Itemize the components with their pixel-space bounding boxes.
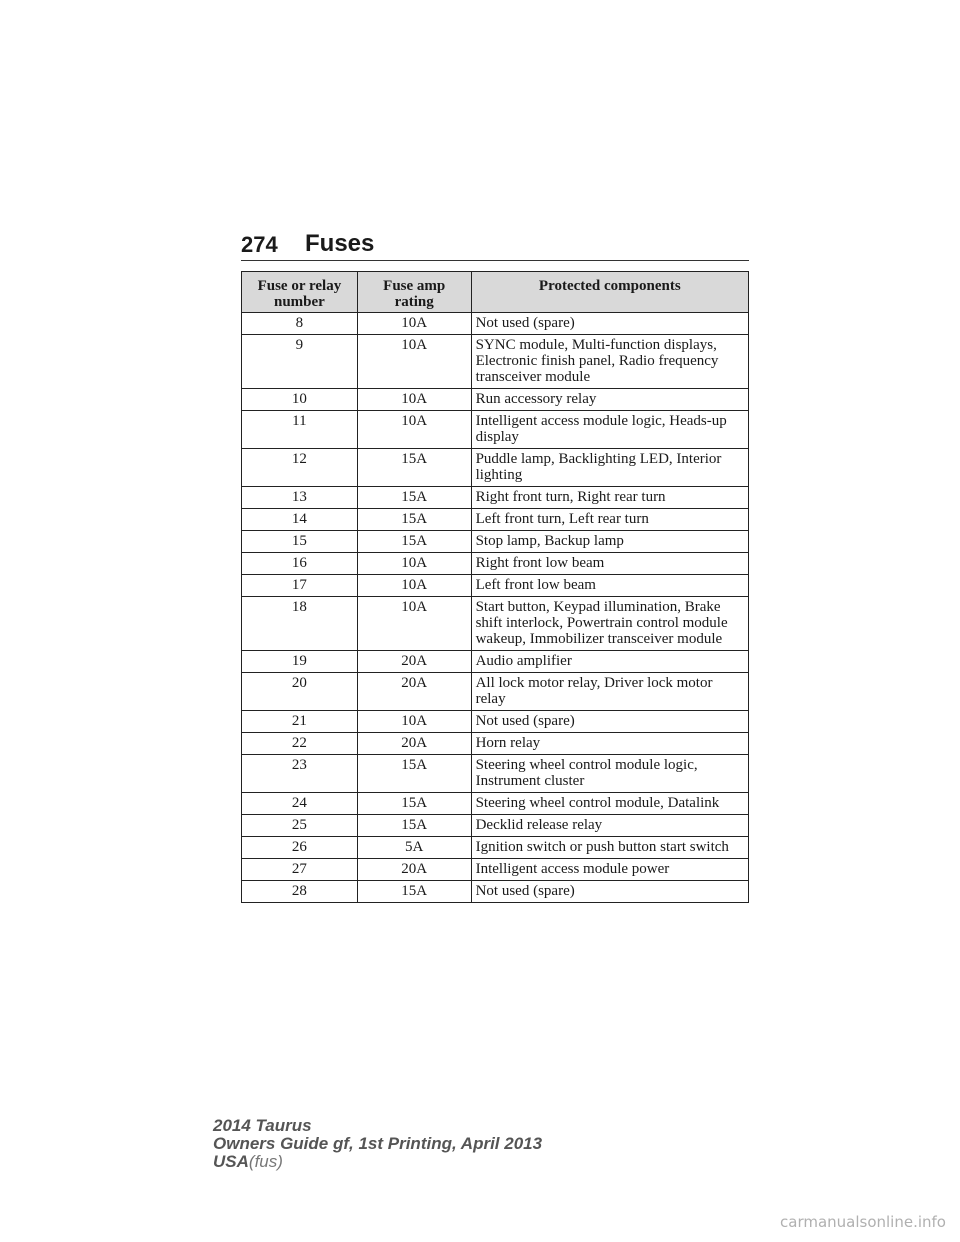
cell-fuse-number: 13 [242, 487, 358, 509]
cell-protected-components: All lock motor relay, Driver lock motor relay [471, 673, 748, 711]
table-row [242, 859, 749, 881]
cell-fuse-number: 21 [242, 711, 358, 733]
cell-fuse-number: 15 [242, 531, 358, 553]
table-row [242, 793, 749, 815]
cell-amp-rating: 15A [357, 509, 471, 531]
cell-protected-components: Steering wheel control module logic, Instrument cluster [471, 755, 748, 793]
cell-amp-rating: 15A [357, 881, 471, 903]
cell-protected-components: Audio amplifier [471, 651, 748, 673]
cell-protected-components: Not used (spare) [471, 881, 748, 903]
table-row [242, 531, 749, 553]
cell-protected-components: Start button, Keypad illumination, Brake shift interlock, Powertrain control module wakeup, Immobilizer transceiver module [471, 597, 748, 651]
section-title: Fuses [305, 230, 375, 257]
table-row [242, 411, 749, 449]
table-row [242, 597, 749, 651]
table-row [242, 651, 749, 673]
cell-protected-components: Ignition switch or push button start switch [471, 837, 748, 859]
header-divider [241, 260, 749, 261]
cell-protected-components: Intelligent access module power [471, 859, 748, 881]
table-row [242, 711, 749, 733]
cell-fuse-number: 17 [242, 575, 358, 597]
fuse-table [241, 271, 749, 903]
footer-region-suffix: (fus) [248, 1152, 283, 1171]
cell-fuse-number: 12 [242, 449, 358, 487]
cell-protected-components: Steering wheel control module, Datalink [471, 793, 748, 815]
cell-amp-rating: 15A [357, 815, 471, 837]
page-header [241, 228, 749, 260]
cell-fuse-number: 23 [242, 755, 358, 793]
cell-amp-rating: 20A [357, 651, 471, 673]
table-row [242, 755, 749, 793]
table-row [242, 509, 749, 531]
cell-fuse-number: 28 [242, 881, 358, 903]
table-row [242, 487, 749, 509]
table-row [242, 449, 749, 487]
cell-amp-rating: 10A [357, 553, 471, 575]
table-row [242, 881, 749, 903]
table-row [242, 389, 749, 411]
cell-amp-rating: 10A [357, 389, 471, 411]
cell-protected-components: Horn relay [471, 733, 748, 755]
table-row [242, 673, 749, 711]
cell-fuse-number: 20 [242, 673, 358, 711]
table-row [242, 837, 749, 859]
cell-amp-rating: 20A [357, 859, 471, 881]
cell-protected-components: Intelligent access module logic, Heads-up display [471, 411, 748, 449]
column-header-fuse-number: Fuse or relay number [242, 272, 358, 313]
footer-edition: Owners Guide gf, 1st Printing, April 2013 [213, 1134, 543, 1153]
footer-region-main: USA [213, 1152, 249, 1171]
table-row [242, 733, 749, 755]
cell-fuse-number: 9 [242, 335, 358, 389]
cell-amp-rating: 15A [357, 487, 471, 509]
cell-amp-rating: 15A [357, 531, 471, 553]
table-row [242, 313, 749, 335]
column-header-amp-rating: Fuse amp rating [357, 272, 471, 313]
table-body [242, 313, 749, 903]
cell-fuse-number: 10 [242, 389, 358, 411]
cell-amp-rating: 15A [357, 755, 471, 793]
cell-amp-rating: 10A [357, 313, 471, 335]
cell-amp-rating: 10A [357, 335, 471, 389]
cell-protected-components: Stop lamp, Backup lamp [471, 531, 748, 553]
table-header [242, 272, 749, 313]
cell-fuse-number: 8 [242, 313, 358, 335]
cell-amp-rating: 20A [357, 733, 471, 755]
cell-protected-components: Right front turn, Right rear turn [471, 487, 748, 509]
table-row [242, 335, 749, 389]
table-row [242, 575, 749, 597]
cell-amp-rating: 10A [357, 575, 471, 597]
footer-model: 2014 Taurus [213, 1116, 312, 1135]
cell-protected-components: Not used (spare) [471, 711, 748, 733]
cell-fuse-number: 22 [242, 733, 358, 755]
cell-fuse-number: 19 [242, 651, 358, 673]
cell-fuse-number: 16 [242, 553, 358, 575]
cell-fuse-number: 26 [242, 837, 358, 859]
cell-amp-rating: 15A [357, 793, 471, 815]
cell-fuse-number: 24 [242, 793, 358, 815]
cell-fuse-number: 18 [242, 597, 358, 651]
page-number: 274 [241, 232, 278, 257]
cell-protected-components: Left front turn, Left rear turn [471, 509, 748, 531]
cell-amp-rating: 20A [357, 673, 471, 711]
cell-protected-components: Left front low beam [471, 575, 748, 597]
cell-protected-components: SYNC module, Multi-function displays, Electronic finish panel, Radio frequency transceiver module [471, 335, 748, 389]
cell-amp-rating: 15A [357, 449, 471, 487]
cell-fuse-number: 27 [242, 859, 358, 881]
cell-fuse-number: 25 [242, 815, 358, 837]
table-row [242, 553, 749, 575]
document-footer [213, 1117, 542, 1171]
cell-protected-components: Right front low beam [471, 553, 748, 575]
watermark: carmanualsonline.info [780, 1213, 946, 1231]
header-row [242, 272, 749, 313]
cell-amp-rating: 10A [357, 411, 471, 449]
cell-amp-rating: 10A [357, 597, 471, 651]
cell-protected-components: Not used (spare) [471, 313, 748, 335]
cell-fuse-number: 14 [242, 509, 358, 531]
cell-amp-rating: 10A [357, 711, 471, 733]
cell-amp-rating: 5A [357, 837, 471, 859]
column-header-protected-components: Protected components [471, 272, 748, 313]
cell-protected-components: Decklid release relay [471, 815, 748, 837]
cell-fuse-number: 11 [242, 411, 358, 449]
cell-protected-components: Puddle lamp, Backlighting LED, Interior lighting [471, 449, 748, 487]
footer-region [213, 1153, 542, 1171]
table-row [242, 815, 749, 837]
cell-protected-components: Run accessory relay [471, 389, 748, 411]
